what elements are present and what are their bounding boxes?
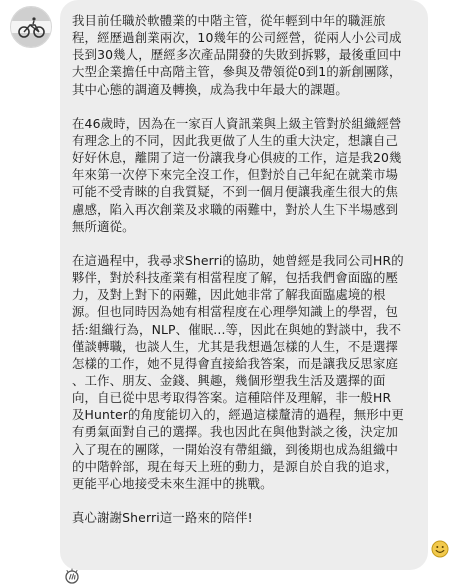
smiley-reaction-icon[interactable] — [431, 540, 449, 558]
avatar[interactable] — [10, 6, 52, 48]
message-paragraph-2: 在46歲時，因為在一家百人資訊業與上級主管對於組織經營 有理念上的不同，因此我更做了人生的重大決定，想讓自己 好好休息，離開了這一份讓我身心俱疲的工作，這是我20幾 年來第一次停下來完全沒工作，但對於自己年紀在就業市場 可能不受青睞的自我質疑，不到一個月便讓我產生很大的焦 慮感，陷入再次創業及求職的兩難中，對於人生下半場感到 無所適從。 — [72, 115, 402, 234]
message-bubble — [60, 0, 428, 570]
cyclist-avatar-icon — [11, 7, 51, 47]
clap-icon[interactable] — [63, 568, 81, 584]
message-paragraph-4: 真心謝謝Sherri這一路來的陪伴! — [72, 510, 253, 526]
message-paragraph-1: 我目前任職於軟體業的中階主管，從年輕到中年的職涯旅 程，經歷過創業兩次，10幾年的公司經營，從兩人小公司成 長到30幾人，歷經多次產品開發的失敗到拆夥，最後重回中 大型企業擔任中高階主管，參與及帶領從0到1的新創團隊， 其中心態的調適及轉換，成為我中年最大的課題。 — [72, 13, 402, 97]
message-paragraph-3: 在這過程中，我尋求Sherri的協助，她曾經是我同公司HR的 夥伴，對於科技產業有相當程度了解，包括我們會面臨的壓 力，及對上對下的兩難，因此她非常了解我面臨處境的根 源。但也同時因為她有相當程度在心理學知識上的學習，包 括:組織行為，NLP、催眠...等，因此在與她的對談中，我不 僅談轉職，也談人生，尤其是我想過怎樣的人生，不是選擇 怎樣的工作，她不見得會直接給我答案，而是讓我反思家庭 、工作、朋友、金錢、興趣，幾個形塑我生活及選擇的面 向，自已從中思考取得答案。這種陪伴及理解，非一般HR 及Hunter的角度能切入的，經過這樣釐清的過程，無形中更 有勇氣面對自己的選擇。我也因此在與他對談之後，決定加 入了現在的團隊，一開始沒有帶組織，到後期也成為組織中 的中階幹部，現在每天上班的動力，是源自於自我的追求， 更能平心地接受未來生涯中的挑戰。 — [72, 252, 404, 491]
